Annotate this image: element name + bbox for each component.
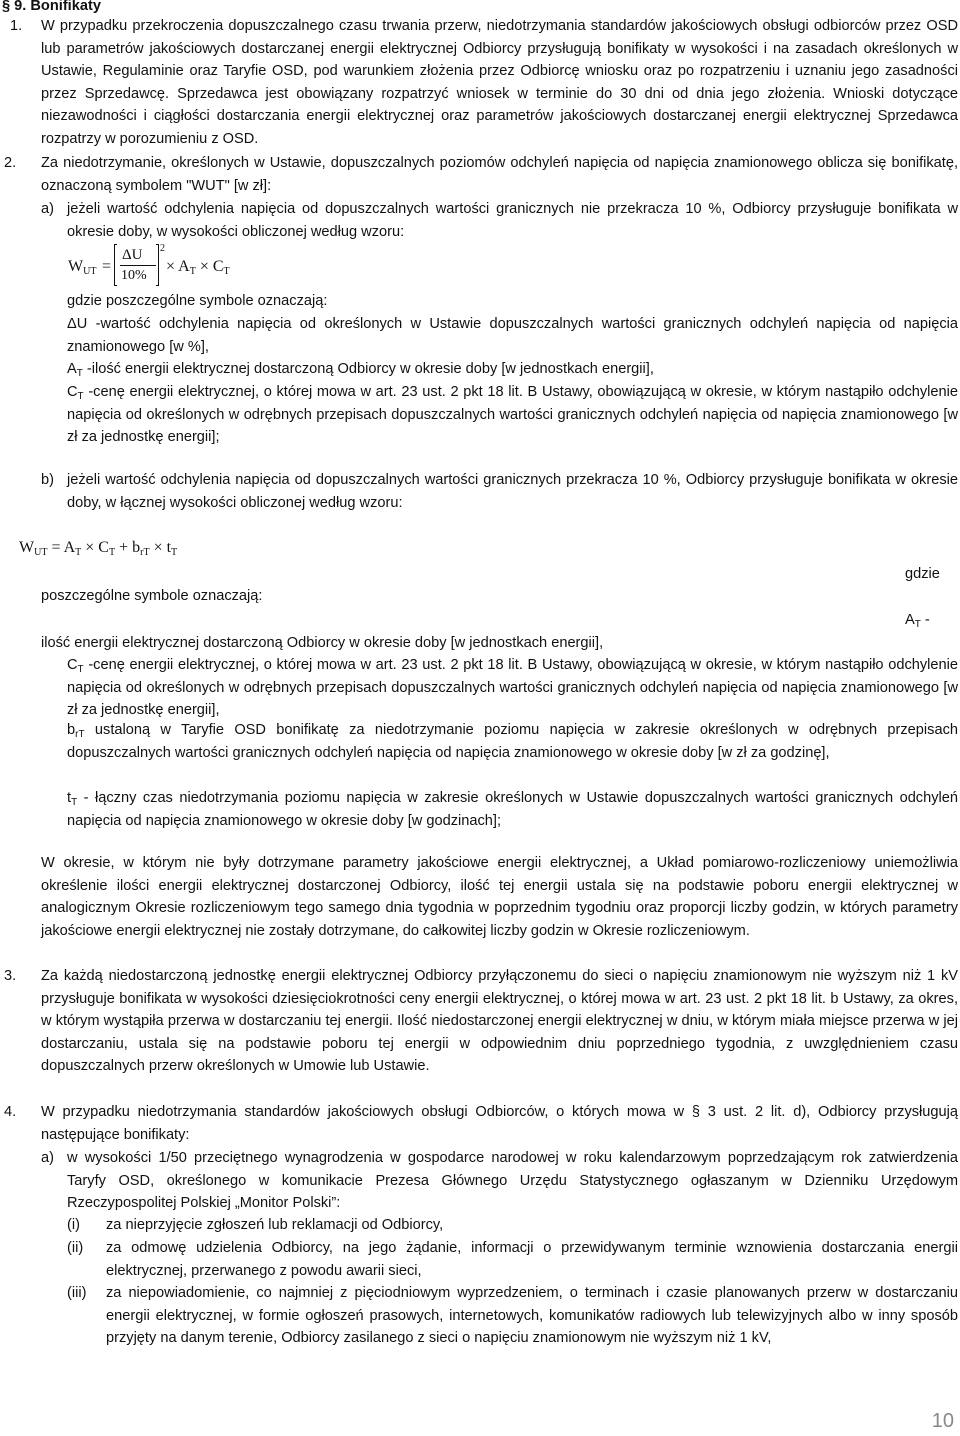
symbols-intro-a: gdzie poszczególne symbole oznaczają: [67, 293, 328, 309]
paragraph-2-number: 2. [4, 155, 17, 171]
formula-b: $W_{UT} = A_T \times C_T + b_{rT} \times t_T$ [19, 539, 178, 558]
paragraph-3-number: 3. [4, 968, 17, 984]
brt-definition: $b_{rT}$ ustaloną w Taryfie OSD bonifikatę za niedotrzymanie poziomu napięcia w zakresie określonych w odrębnych przepisach dopuszczalnych wartości granicznych odchyleń napięcia od napięcia znamionowego w okresie doby [w zł za godzinę], [67, 722, 958, 761]
page-number: 10 [931, 1410, 954, 1432]
section-heading: § 9. Bonifikaty [2, 0, 101, 14]
paragraph-4-number: 4. [4, 1104, 17, 1120]
paragraph-1-number: 1. [10, 18, 23, 34]
item-b-label: b) [41, 472, 54, 488]
list-item-text: za odmowę udzielenia Odbiorcy, na jego żądanie, informacji o przewidywanym terminie wznowienia dostarczania energii elektrycznej, przerwanego z powodu awarii sieci, [106, 1240, 958, 1279]
gdzie-label: gdzie [905, 566, 940, 582]
item-4a-text: w wysokości 1/50 przeciętnego wynagrodzenia w gospodarce narodowej w roku kalendarzowym poprzedzającym rok zatwierdzenia Taryfy OSD, określonego w komunikacie Prezesa Głównego Urzędu Statystycznego ogłaszanym w Dzienniku Urzędowym Rzeczypospolitej Polskiej „Monitor Polski”: [67, 1150, 958, 1212]
at-definition-b: ilość energii elektrycznej dostarczoną Odbiorcy w okresie doby [w jednostkach energii], [41, 635, 604, 651]
list-item-text: za niepowiadomienie, co najmniej z pięciodniowym wyprzedzeniem, o terminach i czasie planowanych przerw w dostarczaniu energii elektrycznej, w formie ogłoszeń prasowych, internetowych, komunikatów radiowych lub telewizyjnych albo w inny sposób przyjęty na danym terenie, Odbiorcy zasilanego z sieci o napięciu znamionowym nie wyższym niż 1 kV, [106, 1285, 958, 1347]
list-item-text: za nieprzyjęcie zgłoszeń lub reklamacji od Odbiorcy, [106, 1217, 444, 1233]
paragraph-4-text: W przypadku niedotrzymania standardów jakościowych obsługi Odbiorców, o których mowa w § 3 ust. 2 lit. d), Odbiorcy przysługują następujące bonifikaty: [41, 1104, 958, 1143]
delta-u-definition: ΔU -wartość odchylenia napięcia od określonych w Ustawie dopuszczalnych wartości granicznych odchyleń napięcia od napięcia znamionowego [w %], [67, 316, 958, 355]
list-item-label: (ii) [67, 1240, 84, 1256]
paragraph-2-text: Za niedotrzymanie, określonych w Ustawie, dopuszczalnych poziomów odchyleń napięcia od napięcia znamionowego oblicza się bonifikatę, oznaczoną symbolem "WUT" [w zł]: [41, 155, 958, 194]
list-item-label: (i) [67, 1217, 80, 1233]
item-b-text: jeżeli wartość odchylenia napięcia od dopuszczalnych wartości granicznych przekracza 10 %, Odbiorcy przysługuje bonifikata w okresie doby, w łącznej wysokości obliczonej według wzoru: [67, 472, 958, 511]
item-a-label: a) [41, 201, 54, 217]
ct-definition-a: $C_T$ -cenę energii elektrycznej, o której mowa w art. 23 ust. 2 pkt 18 lit. B Ustawy, obowiązującą w okresie, w którym nastąpiło odchylenie napięcia od określonych w odrębnych przepisach dopuszczalnych wartości granicznych odchyleń napięcia od napięcia znamionowego [w zł za jednostkę energii]; [67, 384, 958, 446]
paragraph-2-closing: W okresie, w którym nie były dotrzymane parametry jakościowe energii elektrycznej, a Układ pomiarowo-rozliczeniowy uniemożliwia określenie ilości energii elektrycznej dostarczonej Odbiorcy, ilość tej energii ustala się na podstawie poboru energii elektrycznej w analogicznym Okresie rozliczeniowym tego samego dnia tygodnia w poprzednim tygodniu oraz proporcji liczby godzin, w których parametry jakościowe energii elektrycznej nie zostały dotrzymane, do całkowitej liczby godzin w Okresie rozliczeniowym. [41, 855, 958, 939]
tt-definition: $t_T$ - łączny czas niedotrzymania poziomu napięcia w zakresie określonych w Ustawie dopuszczalnych wartości granicznych odchyleń napięcia od napięcia znamionowego w okresie doby [w godzinach]; [67, 790, 958, 829]
ct-definition-b: $C_T$ -cenę energii elektrycznej, o której mowa w art. 23 ust. 2 pkt 18 lit. B Ustawy, obowiązującą w okresie, w którym nastąpiło odchylenie napięcia od określonych w odrębnych przepisach dopuszczalnych wartości granicznych odchyleń napięcia od napięcia znamionowego [w zł za jednostkę energii], [67, 657, 958, 719]
paragraph-3-text: Za każdą niedostarczoną jednostkę energii elektrycznej Odbiorcy przyłączonemu do sieci o napięciu znamionowym nie wyższym niż 1 kV przysługuje bonifikata w wysokości dziesięciokrotności ceny energii elektrycznej, o której mowa w art. 23 ust. 2 pkt 18 lit. b Ustawy, za okres, w którym wystąpiła przerwa w dostarczaniu tej energii. Ilość niedostarczonej energii elektrycznej w dniu, w którym miała miejsce przerwa w jej dostarczaniu, ustala się na podstawie poboru tej energii w odpowiednim dniu poprzedniego tygodnia, z uwzględnieniem czasu dopuszczalnych przerw określonych w Umowie lub Ustawie. [41, 968, 958, 1075]
item-4a-label: a) [41, 1150, 54, 1166]
at-symbol-b: $A_T$ - [905, 612, 930, 630]
formula-a: $W_{UT}$ = ΔU 10% 2 × $A_T \times C_T$ [68, 244, 268, 288]
list-item-label: (iii) [67, 1285, 87, 1301]
paragraph-1-text: W przypadku przekroczenia dopuszczalnego czasu trwania przerw, niedotrzymania standardów jakościowych obsługi odbiorców przez OSD lub parametrów jakościowych dostarczanej energii elektrycznej Odbiorcy przysługują bonifikaty w wysokości i na zasadach określonych w Ustawie, Regulaminie oraz Taryfie OSD, pod warunkiem złożenia przez Odbiorcę wniosku oraz po rozpatrzeniu i uznaniu jego zasadności przez Sprzedawcę. Sprzedawca jest obowiązany rozpatrzyć wniosek w terminie do 30 dni od dnia jego złożenia. Wnioski dotyczące niezawodności i ciągłości dostarczania energii elektrycznej oraz parametrów jakościowych dostarczanej energii elektrycznej Sprzedawca rozpatrzy w porozumieniu z OSD. [41, 18, 958, 147]
item-a-text: jeżeli wartość odchylenia napięcia od dopuszczalnych wartości granicznych nie przekracza 10 %, Odbiorcy przysługuje bonifikata w okresie doby, w wysokości obliczonej według wzoru: [67, 201, 958, 240]
symbols-intro-b: poszczególne symbole oznaczają: [41, 588, 263, 604]
at-definition-a: $A_T$ -ilość energii elektrycznej dostarczoną Odbiorcy w okresie doby [w jednostkach energii], [67, 361, 654, 379]
